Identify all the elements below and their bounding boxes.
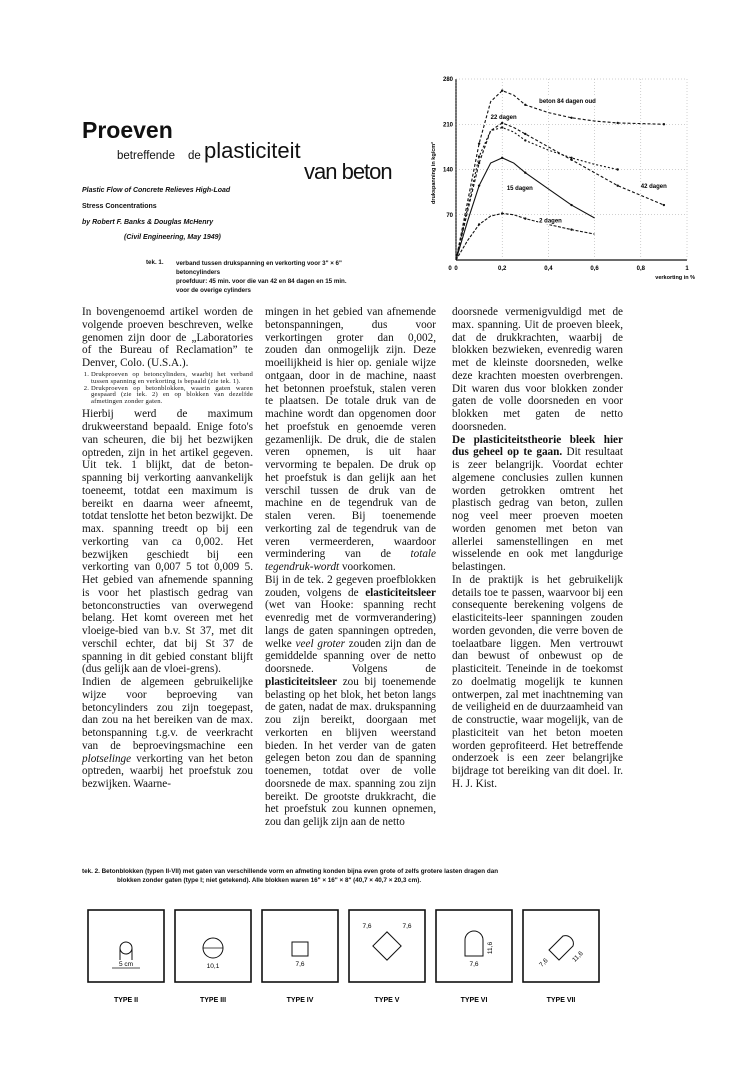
block-outline <box>349 910 425 982</box>
block-5 <box>349 910 425 1004</box>
x-axis-label: verkorting in % <box>655 275 695 281</box>
data-point <box>501 212 503 214</box>
text-column-3 <box>452 306 623 791</box>
text-run-bold: plasticiteitsleer <box>265 675 338 688</box>
hole <box>373 932 401 960</box>
dimension-label: 7,6 <box>538 957 550 969</box>
text-run-bold: elasticiteitsleer <box>365 586 437 599</box>
block-outline <box>523 910 599 982</box>
hole <box>292 942 308 956</box>
dimension-label: 11,6 <box>487 941 494 955</box>
data-point <box>478 223 480 225</box>
source-title-line2: Stress Concentrations <box>82 203 157 210</box>
text-run: voorkomen. <box>341 561 396 573</box>
subtitle-word-de: de <box>188 150 201 162</box>
subtitle-word-betreffende: betreffende <box>117 150 175 162</box>
text-run: Bij in de tek. 2 gegeven proefblokken zouden, volgens de <box>265 573 436 599</box>
text-run-italic: plotselinge <box>82 752 132 765</box>
block-3 <box>175 910 251 1004</box>
block-4 <box>262 910 338 1004</box>
x-tick-label: 0,4 <box>544 266 553 272</box>
x-tick-label: 0 <box>454 266 458 272</box>
block-type-label: TYPE II <box>113 997 139 1004</box>
block-type-label: TYPE VII <box>546 997 576 1004</box>
block-7 <box>523 910 599 1004</box>
dimension-label: 10,1 <box>206 963 220 970</box>
x-tick-label: 0,2 <box>498 266 507 272</box>
data-point <box>501 126 503 128</box>
citation: (Civil Engineering, May 1949) <box>124 234 221 241</box>
dimension-label: 7,6 <box>362 923 372 930</box>
data-point <box>570 159 572 161</box>
x-tick-label: 0 <box>448 266 452 272</box>
hole <box>465 931 483 956</box>
dimension-label: 7,6 <box>469 961 479 968</box>
hole <box>120 942 132 954</box>
data-point <box>501 122 503 124</box>
col3-paragraph-3: In de praktijk is het gebruikelijk details toe te passen, waarvoor bij een consequente berekening volgens de elasticiteits-leer spanningen zouden worden gevonden, die verre boven de toelaatbare liggen. Men vertrouwt dan bewust of onbewust op de plasticiteit. Teneinde in de toekomst zo doelmatig mogelijk te kunnen ontwerpen, zal met inachtneming van de veiligheid en de duurzaamheid van de constructie, waar mogelijk, van de plasticiteit van het beton moeten worden geprofiteerd. Het betreffende onderzoek is een zeer belangrijke bijdrage tot bereiking van dit doel. Ir. H. J. Kist. <box>452 573 623 790</box>
text-run: (wet van Hooke: spanning recht evenredig met de vormverandering) langs de gaten spanningen optreden, welke <box>265 599 436 650</box>
col1-paragraph-3 <box>82 676 253 791</box>
text-run-bold: De plasticiteitstheorie bleek hier dus geheel op te gaan. <box>452 433 623 459</box>
series-line <box>456 213 595 260</box>
data-point <box>570 204 572 206</box>
dimension-label: 11,6 <box>571 950 585 964</box>
block-outline <box>88 910 164 982</box>
source-title-line1: Plastic Flow of Concrete Relieves High-Load <box>82 187 231 194</box>
y-tick-label: 70 <box>446 212 453 219</box>
text-run: Indien de algemeen gebruikelijke wijze voor beproeving van betoncylinders zou zijn toegepast, dan zou na het bereiken van de max. betonspanning t.g.v. de veerkracht van de beproevingsmachine een <box>82 676 253 752</box>
series-line <box>456 127 618 260</box>
series-annotation: beton 84 dagen oud <box>539 98 596 105</box>
data-point <box>524 217 526 219</box>
dimension-label: 7,6 <box>402 923 412 930</box>
data-point <box>524 104 526 106</box>
series-line <box>456 123 664 260</box>
data-point <box>524 139 526 141</box>
block-type-label: TYPE VI <box>460 997 488 1004</box>
data-point <box>524 172 526 174</box>
hole <box>549 936 573 960</box>
col3-paragraph-1: doorsnede vermenigvuldigd met de max. spanning. Uit de proeven bleek, dat de drukkrachten, waarbij de blokken bezwieken, evenredig waren met de kleinste doorsneden, welke deze krachten moesten overbrengen. Dit waren dus voor blokken zonder gaten de volle doorsneden en voor blokken met gaten de netto doorsneden. <box>452 306 623 433</box>
dimension-label: 5 cm <box>118 961 134 968</box>
text-run: zouden zijn dan de gemiddelde spanning over de netto doorsnede. Volgens de <box>265 637 437 675</box>
text-run: verkorting van het beton optreden, waarbij het proefstuk zou bezwijken. Waarne- <box>82 752 253 791</box>
series-annotation: 42 dagen <box>640 184 667 191</box>
text-run-italic: veel groter <box>295 637 345 650</box>
chart-series <box>456 89 665 260</box>
data-point <box>501 157 503 159</box>
y-tick-label: 210 <box>442 122 453 129</box>
block-type-label: TYPE IV <box>286 997 314 1004</box>
block-outline <box>436 910 512 982</box>
col1-list <box>82 372 253 407</box>
col2-paragraph-2 <box>265 574 436 829</box>
series-annotation: 2 dagen <box>539 218 562 225</box>
data-point <box>570 117 572 119</box>
col2-paragraph-1 <box>265 306 436 574</box>
data-point <box>501 89 503 91</box>
data-point <box>663 204 665 206</box>
col1-list-item: 2. Drukproeven op betonblokken, waarin gaten waren gespaard (zie tek. 2) en op blokken van dezelfde afmetingen zonder gaten. <box>91 386 253 407</box>
data-point <box>617 184 619 186</box>
block-types-figure <box>82 900 682 1020</box>
figure1-caption <box>176 259 412 295</box>
block-outline <box>262 910 338 982</box>
figure1-caption-line3: proefduur: 45 min. voor die van 42 en 84 dagen en 15 min. <box>176 278 347 285</box>
data-point <box>478 184 480 186</box>
figure2-caption-line1: tek. 2. Betonblokken (typen II-VII) met gaten van verschillende vorm en afmeting konden bijna even grote of zelfs grotere lasten dragen dan <box>82 868 499 875</box>
subtitle-word-van-beton: van beton <box>304 159 392 184</box>
figure2-caption-line2: blokken zonder gaten (type I; niet getekend). Alle blokken waren 16" × 16" × 8" (40,7 × 40,7 × 20,3 cm). <box>117 877 422 884</box>
block-6 <box>436 910 512 1004</box>
figure1-caption-line1: verband tussen drukspanning en verkorting voor 3" × 6" <box>176 260 342 267</box>
col1-paragraph-2: Hierbij werd de maximum drukweerstand bepaald. Enige foto's van scheuren, die bij het bezwijken optreden, zijn in het artikel gegeven. Uit tek. 1 blijkt, dat de beton-spanning bij verkorting aanvankelijk toeneemt, totdat een maximum is bereikt en daarna weer afneemt, totdat tenslotte het beton bezwijkt. De max. spanning treedt op bij een verkorting van ca 0,002. Het bezwijken geschiedt bij een verkorting van 0,007 5 tot 0,009 5. Het gebied van afnemende spanning is voor het plastisch gedrag van betonconstructies van overwegend belang. Het komt overeen met het vloeige-bied van b.v. St 37, met dit verschil echter, dat bij St 37 de spanning in dit gebied constant blijft (dus gelijk aan de vloei-grens). <box>82 408 253 676</box>
series-annotation: 15 dagen <box>506 186 533 193</box>
article-title: Proeven <box>82 117 173 143</box>
x-tick-label: 0,8 <box>636 266 645 272</box>
chart-axes <box>456 79 687 260</box>
figure1-label: tek. 1. <box>146 259 164 266</box>
series-annotation: 22 dagen <box>490 115 517 122</box>
data-point <box>570 228 572 230</box>
y-tick-label: 140 <box>442 167 453 174</box>
series-line <box>456 91 664 260</box>
figure1-caption-line4: voor de overige cylinders <box>176 287 251 294</box>
data-point <box>478 142 480 144</box>
data-point <box>617 122 619 124</box>
authors: by Robert F. Banks & Douglas McHenry <box>82 219 214 226</box>
block-2 <box>88 910 164 1004</box>
block-type-label: TYPE V <box>374 997 400 1004</box>
block-type-label: TYPE III <box>199 997 227 1004</box>
y-axis-label: drukspanning in kg/cm² <box>431 141 437 205</box>
text-run: mingen in het gebied van afnemende betonspanningen, dus voor verkortingen groter dan 0,002, zouden dan onmogelijk zijn. Deze moeilijkheid is hier op. geniale wijze ontgaan, door in de machine, naast het betonnen proefstuk, stalen veren te plaatsen. De totale druk van de machine wordt dan opgenomen door het proefstuk en genoemde veren gezamenlijk. De druk, die de stalen veren opnemen, is uit haar vervorming te bepalen. De druk op het proefstuk is dan gelijk aan het verschil tussen de druk van de machine en de tegendruk van de stalen veren. Bij toenemende verkorting zal de tegendruk van de veren vermeerderen, waardoor vermindering van de <box>265 306 436 561</box>
text-run: Dit resultaat is zeer belangrijk. Voordat echter algemene conclusies zullen kunnen worden getrokken omtrent het plastisch gedrag van beton, zullen nog veel meer proeven moeten worden genomen met beton van allerlei samenstellingen en met wisselende en ook met langdurige belastingen. <box>452 446 623 573</box>
col1-intro: In bovengenoemd artikel worden de volgende proeven beschreven, welke genomen zijn door de „Laboratories of the Bureau of Reclamation” te Denver, Colo. (U.S.A.). <box>82 306 253 369</box>
text-run-italic: totale tegendruk-wordt <box>265 548 437 573</box>
dimension-label: 7,6 <box>295 961 305 968</box>
x-tick-label: 1 <box>685 266 689 272</box>
col3-paragraph-2 <box>452 434 623 574</box>
data-point <box>478 155 480 157</box>
text-column-1 <box>82 306 253 791</box>
col1-list-item: 1. Drukproeven op betoncylinders, waarbij het verband tussen spanning en verkorting is bepaald (zie tek. 1). <box>91 372 253 386</box>
figure1-caption-line2: betoncylinders <box>176 269 221 276</box>
text-column-2 <box>265 306 436 829</box>
x-tick-label: 0,6 <box>590 266 599 272</box>
data-point <box>663 123 665 125</box>
y-tick-label: 280 <box>442 77 453 83</box>
text-run: zou bij toenemende belasting op het blok, het beton langs de gaten, nadat de max. drukspanning zou zijn bereikt, doorgaan met verkorten en blijven weerstand bieden. In het verder van de gaten gelegen beton zou dan de spanning toenemen, totdat over de volle doorsnede de max. spanning zou zijn bereikt. De grootste drukkracht, die het proefstuk zou kunnen opnemen, zou dan gelijk zijn aan de netto <box>265 675 437 828</box>
chart-labels <box>430 77 695 281</box>
stress-strain-chart <box>432 73 702 288</box>
subtitle-word-plasticiteit: plasticiteit <box>204 138 301 163</box>
data-point <box>617 168 619 170</box>
data-point <box>524 133 526 135</box>
data-point <box>478 162 480 164</box>
block-outline <box>175 910 251 982</box>
